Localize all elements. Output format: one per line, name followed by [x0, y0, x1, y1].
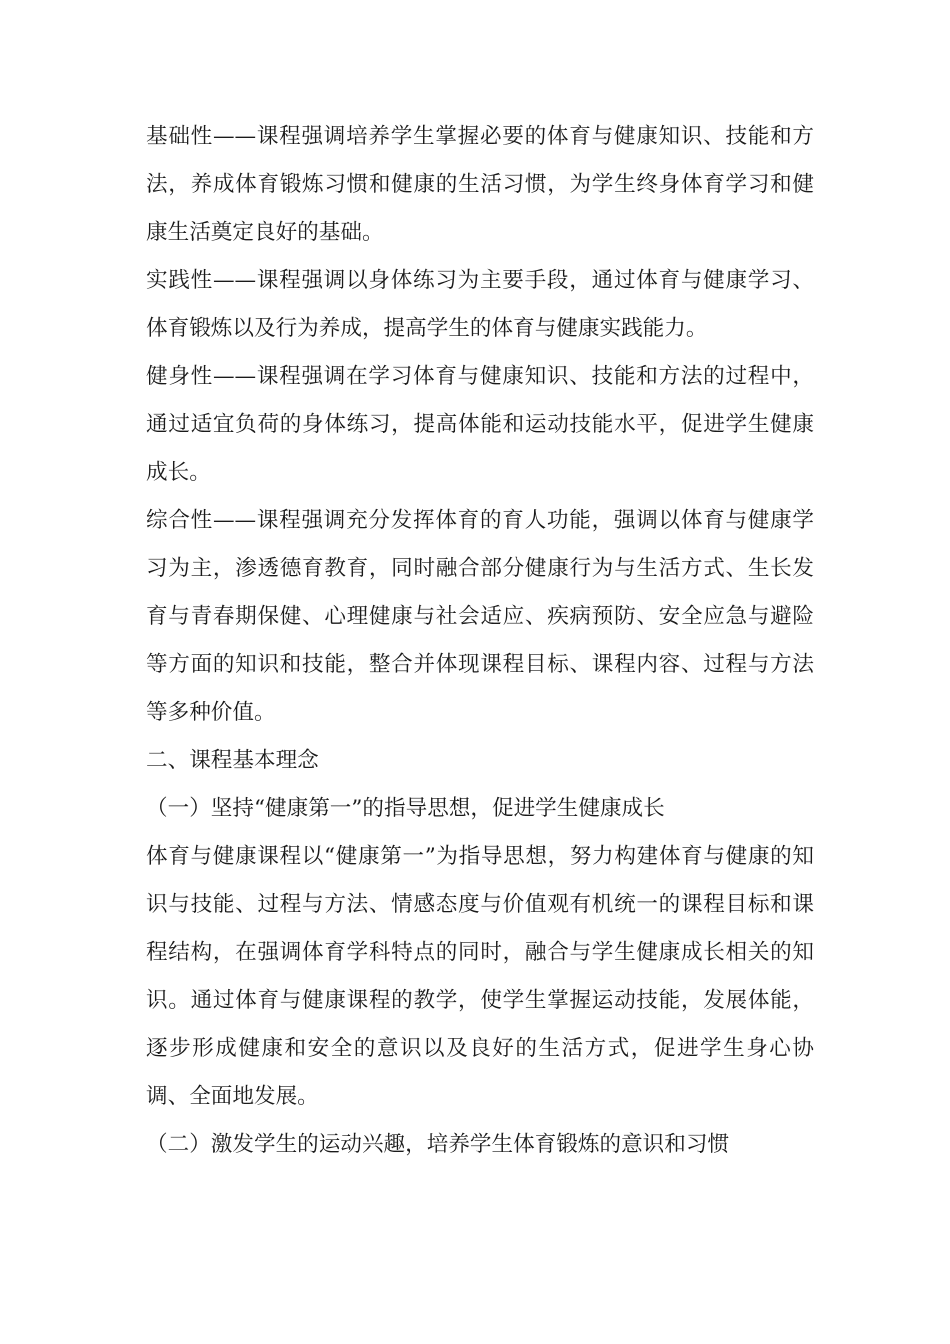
- paragraph-health-first: 体育与健康课程以“健康第一”为指导思想，努力构建体育与健康的知识与技能、过程与方法、情感态度与价值观有机统一的课程目标和课程结构，在强调体育学科特点的同时，融合与学生健康成长相关的知识。通过体育与健康课程的教学，使学生掌握运动技能，发展体能，逐步形成健康和安全的意识以及良好的生活方式，促进学生身心协调、全面地发展。: [146, 844, 814, 1109]
- paragraph-fitness: 健身性——课程强调在学习体育与健康知识、技能和方法的过程中，通过适宜负荷的身体练习，提高体能和运动技能水平，促进学生健康成长。: [146, 364, 814, 485]
- paragraph-foundational: 基础性——课程强调培养学生掌握必要的体育与健康知识、技能和方法，养成体育锻炼习惯和健康的生活习惯，为学生终身体育学习和健康生活奠定良好的基础。: [146, 124, 814, 245]
- document-body: [146, 113, 814, 1169]
- paragraph-practical: 实践性——课程强调以身体练习为主要手段，通过体育与健康学习、体育锻炼以及行为养成，提高学生的体育与健康实践能力。: [146, 268, 814, 341]
- subheading-interest: （二）激发学生的运动兴趣，培养学生体育锻炼的意识和习惯: [146, 1132, 730, 1157]
- subheading-health-first: （一）坚持“健康第一”的指导思想，促进学生健康成长: [146, 796, 665, 821]
- paragraph-comprehensive: 综合性——课程强调充分发挥体育的育人功能，强调以体育与健康学习为主，渗透德育教育，同时融合部分健康行为与生活方式、生长发育与青春期保健、心理健康与社会适应、疾病预防、安全应急与避险等方面的知识和技能，整合并体现课程目标、课程内容、过程与方法等多种价值。: [146, 508, 814, 725]
- section-heading: 二、课程基本理念: [146, 748, 319, 773]
